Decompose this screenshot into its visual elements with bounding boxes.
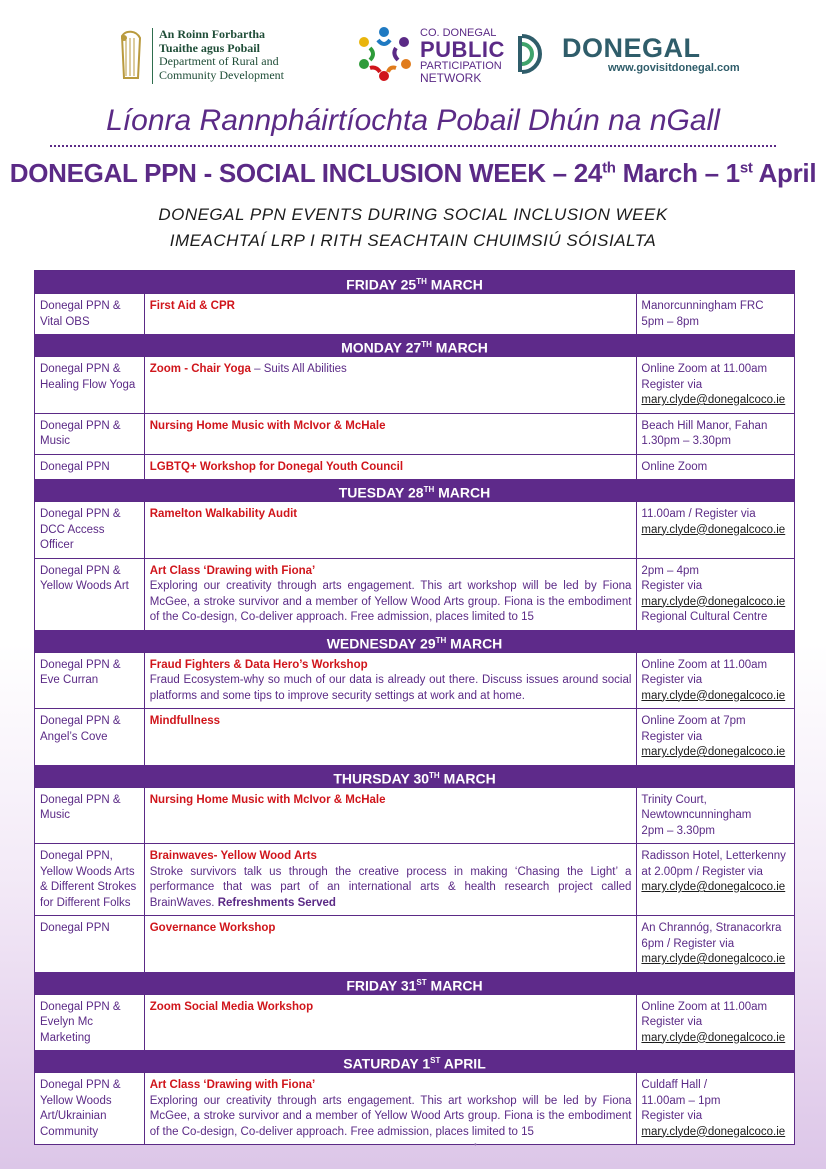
event-location-line-2: 6pm / Register via	[641, 937, 735, 950]
event-note: – Suits All Abilities	[250, 363, 347, 375]
dotted-divider	[50, 145, 776, 147]
day-label: WEDNESDAY 29	[326, 635, 436, 652]
event-row	[35, 356, 794, 413]
day-header	[35, 630, 794, 652]
event-row	[35, 787, 794, 844]
day-label: FRIDAY 25	[346, 276, 417, 293]
day-label-sup: ST	[430, 1056, 441, 1065]
day-label-sup: TH	[421, 340, 432, 349]
event-organiser: Donegal PPN & Angel’s Cove	[35, 709, 145, 765]
event-description-bold: Refreshments Served	[214, 896, 336, 909]
event-row	[35, 652, 794, 709]
donegal-url: www.govisitdonegal.com	[608, 62, 740, 74]
event-row	[35, 558, 794, 630]
event-title: Mindfullness	[149, 715, 221, 727]
event-location	[637, 1073, 794, 1144]
event-location-line-2: Register via	[641, 580, 703, 592]
event-row	[35, 501, 794, 558]
day-label-sup: TH	[435, 635, 447, 645]
donegal-name: DONEGAL	[562, 33, 701, 63]
register-email-link[interactable]: mary.clyde@donegalcoco.ie	[641, 746, 786, 758]
day-label: SATURDAY 1	[343, 1055, 431, 1072]
event-title: Governance Workshop	[149, 922, 276, 934]
day-label: FRIDAY 31	[346, 977, 417, 994]
event-location	[637, 709, 794, 765]
ppn-participation: PARTICIPATION	[420, 60, 502, 72]
main-title	[0, 158, 826, 189]
event-location-line-1: Beach Hill Manor, Fahan	[641, 419, 768, 432]
event-row	[35, 915, 794, 972]
event-location-line-1: Manorcunningham FRC	[641, 300, 764, 312]
donegal-logo	[518, 32, 740, 76]
event-row	[35, 843, 794, 915]
event-location-line-1: Online Zoom at 7pm	[641, 715, 746, 727]
event-row	[35, 708, 794, 765]
event-organiser: Donegal PPN & Yellow Woods Art	[35, 559, 145, 630]
event-details	[145, 709, 638, 765]
day-header	[35, 1050, 794, 1072]
dept-line-3: Department of Rural and	[159, 54, 279, 68]
event-details	[145, 455, 638, 480]
ppn-people-circle-icon	[352, 22, 416, 86]
event-organiser: Donegal PPN & Yellow Woods Art/Ukrainian Community	[35, 1073, 145, 1144]
day-label-month: MARCH	[431, 339, 488, 356]
day-label-month: MARCH	[426, 276, 483, 293]
event-location-line-2: Register via	[641, 1016, 703, 1028]
event-title-line	[150, 714, 632, 730]
event-location	[637, 844, 794, 915]
event-organiser: Donegal PPN, Yellow Woods Arts & Different Strokes for Different Folks	[35, 844, 145, 915]
event-description-text: Stroke survivors talk us through the creative process in making ‘Chasing the Light’ a performance that was part of an international arts & health research project called BrainWaves.	[149, 865, 632, 909]
register-email-link[interactable]: mary.clyde@donegalcoco.ie	[641, 595, 786, 608]
event-location-line-4: Regional Cultural Centre	[641, 611, 768, 623]
day-header	[35, 765, 794, 787]
event-title-line	[150, 362, 632, 378]
ppn-network: NETWORK	[420, 71, 482, 85]
event-title-line	[150, 564, 632, 580]
day-label-sup: TH	[416, 277, 427, 286]
harp-emblem-icon	[118, 28, 144, 84]
event-details	[145, 844, 638, 915]
register-email-link[interactable]: mary.clyde@donegalcoco.ie	[641, 689, 786, 702]
event-description-text: Exploring our creativity through arts engagement. This art workshop will be led by Fiona McGee, a stroke survivor and a member of Yellow Wood Arts group. Fiona is the embodiment of the Co-design, Co-deliver approach. Free admission, places limited to 15	[149, 580, 632, 623]
event-title: LGBTQ+ Workshop for Donegal Youth Council	[149, 460, 404, 473]
event-row	[35, 413, 794, 454]
event-title: Art Class ‘Drawing with Fiona’	[149, 1079, 316, 1091]
event-description-text: Fraud Ecosystem-why so much of our data is already out there. Discuss issues around social platforms and some tips to improve security settings at work and at home.	[149, 674, 632, 702]
event-location-line-2: Register via	[641, 730, 703, 743]
event-details	[145, 1073, 638, 1144]
event-organiser: Donegal PPN & Music	[35, 788, 145, 844]
dept-line-1: An Roinn Forbartha	[159, 27, 266, 41]
event-title: Zoom Social Media Workshop	[149, 1000, 314, 1013]
day-header	[35, 334, 794, 356]
event-location	[637, 916, 794, 972]
register-email-link[interactable]: mary.clyde@donegalcoco.ie	[641, 1125, 786, 1138]
event-organiser: Donegal PPN & Music	[35, 414, 145, 454]
event-title-line	[150, 921, 632, 937]
day-label-month: MARCH	[426, 977, 483, 994]
event-location-line-1: Online Zoom	[641, 460, 708, 473]
main-title-sup-b: st	[739, 159, 753, 177]
event-details	[145, 357, 638, 413]
event-location-line-1: Radisson Hotel, Letterkenny	[641, 850, 786, 862]
dept-line-4: Community Development	[159, 67, 284, 82]
event-location-line-2: 5pm – 8pm	[641, 315, 699, 328]
donegal-words	[562, 34, 740, 74]
main-title-sup-a: th	[602, 159, 616, 177]
event-location-line-1: Online Zoom at 11.00am	[641, 1000, 768, 1013]
event-title: Brainwaves- Yellow Wood Arts	[149, 850, 317, 862]
event-title: Art Class ‘Drawing with Fiona’	[149, 564, 316, 577]
register-email-link[interactable]: mary.clyde@donegalcoco.ie	[641, 394, 786, 406]
event-title-line	[150, 658, 632, 674]
subtitle-irish: IMEACHTAÍ LRP I RITH SEACHTAIN CHUIMSIÚ SÓISIALTA	[169, 231, 657, 250]
event-title-line	[150, 507, 632, 523]
event-location-line-1: An Chrannóg, Stranacorkra	[641, 922, 782, 934]
event-row	[35, 1072, 794, 1144]
event-title: Nursing Home Music with McIvor & McHale	[149, 793, 386, 806]
event-details	[145, 414, 638, 454]
dept-text	[159, 28, 284, 82]
day-header	[35, 479, 794, 501]
day-label: THURSDAY 30	[333, 770, 430, 787]
day-label: TUESDAY 28	[338, 484, 424, 501]
day-label: MONDAY 27	[341, 339, 422, 356]
day-label-month: MARCH	[434, 484, 491, 501]
event-organiser: Donegal PPN	[35, 455, 145, 480]
event-title-line	[150, 460, 632, 476]
register-email-link[interactable]: mary.clyde@donegalcoco.ie	[641, 881, 786, 893]
event-organiser: Donegal PPN	[35, 916, 145, 972]
event-location-line-2: at 2.00pm / Register via	[641, 865, 763, 878]
ppn-text	[420, 22, 505, 84]
day-header	[35, 271, 794, 293]
event-location	[637, 559, 794, 630]
event-description	[150, 865, 632, 912]
event-details	[145, 559, 638, 630]
event-details	[145, 653, 638, 709]
day-label-sup: TH	[429, 770, 440, 780]
event-location	[637, 294, 794, 334]
event-details	[145, 916, 638, 972]
event-description-text: Exploring our creativity through arts engagement. This art workshop will be led by Fiona McGee, a stroke survivor and a member of Yellow Wood Arts group. Fiona is the embodiment of the Co-design, Co-deliver approach. Free admission, places limited to 15	[149, 1094, 632, 1138]
department-logo	[118, 28, 284, 84]
event-title-line	[150, 1078, 632, 1094]
event-description	[150, 1094, 632, 1141]
event-details	[145, 995, 638, 1051]
day-header	[35, 972, 794, 994]
event-title-line	[150, 299, 632, 315]
event-location-line-2: Register via	[641, 674, 703, 686]
event-location-line-1: Online Zoom at 11.00am	[641, 658, 768, 671]
event-title: First Aid & CPR	[149, 300, 235, 312]
day-label-sup: TH	[423, 485, 435, 494]
event-row	[35, 293, 794, 334]
main-title-part-b: March – 1	[615, 158, 740, 188]
event-row	[35, 994, 794, 1051]
subtitle-english: DONEGAL PPN EVENTS DURING SOCIAL INCLUSION WEEK	[158, 205, 668, 224]
event-location	[637, 357, 794, 413]
register-email-link[interactable]: mary.clyde@donegalcoco.ie	[641, 523, 786, 536]
event-organiser: Donegal PPN & Vital OBS	[35, 294, 145, 334]
ppn-public: PUBLIC	[420, 37, 505, 62]
event-title: Zoom - Chair Yoga	[149, 363, 251, 375]
event-location-line-1: Trinity Court,	[641, 793, 707, 806]
register-email-link[interactable]: mary.clyde@donegalcoco.ie	[641, 1031, 786, 1044]
event-details	[145, 788, 638, 844]
footer-mark: •	[474, 1140, 477, 1149]
event-title-line	[150, 849, 632, 865]
event-location-line-1: 11.00am / Register via	[641, 508, 756, 520]
event-title-line	[150, 419, 632, 435]
dept-line-2: Tuaithe agus Pobail	[159, 40, 260, 55]
day-label-month: MARCH	[439, 770, 496, 787]
event-location	[637, 455, 794, 480]
event-title-line	[150, 1000, 632, 1016]
event-row	[35, 454, 794, 480]
event-organiser: Donegal PPN & Healing Flow Yoga	[35, 357, 145, 413]
event-title: Nursing Home Music with McIvor & McHale	[149, 419, 386, 432]
event-location-line-2: 1.30pm – 3.30pm	[641, 435, 731, 447]
event-description	[150, 673, 632, 704]
event-location-line-2: 11.00am – 1pm	[641, 1094, 721, 1107]
day-label-sup: ST	[416, 977, 427, 987]
register-email-link[interactable]: mary.clyde@donegalcoco.ie	[641, 953, 786, 965]
event-location-line-1: Online Zoom at 11.00am	[641, 363, 768, 375]
event-description	[150, 579, 632, 626]
event-location-line-1: 2pm – 4pm	[641, 564, 699, 577]
event-location-line-2: Newtowncunningham	[641, 809, 752, 821]
event-organiser: Donegal PPN & Evelyn Mc Marketing	[35, 995, 145, 1051]
main-title-part-a: DONEGAL PPN - SOCIAL INCLUSION WEEK – 24	[9, 158, 603, 188]
event-location	[637, 788, 794, 844]
irish-title: Líonra Rannpháirtíochta Pobail Dhún na nGall	[106, 104, 720, 137]
event-organiser: Donegal PPN & Eve Curran	[35, 653, 145, 709]
event-location-line-1: Culdaff Hall /	[641, 1079, 708, 1091]
event-location	[637, 995, 794, 1051]
event-details	[145, 502, 638, 558]
event-location	[637, 502, 794, 558]
logo-bar	[0, 22, 826, 92]
event-location	[637, 653, 794, 709]
day-label-month: APRIL	[440, 1055, 486, 1072]
main-title-part-c: April	[752, 158, 817, 188]
event-details	[145, 294, 638, 334]
ppn-logo	[352, 22, 505, 86]
event-location-line-3: Register via	[641, 1110, 703, 1122]
dept-divider	[152, 28, 153, 84]
event-location-line-2: Register via	[641, 378, 703, 391]
event-organiser: Donegal PPN & DCC Access Officer	[35, 502, 145, 558]
donegal-wave-icon	[518, 32, 556, 76]
day-label-month: MARCH	[446, 635, 503, 652]
event-title-line	[150, 793, 632, 809]
event-location-line-3: 2pm – 3.30pm	[641, 824, 715, 837]
event-title: Fraud Fighters & Data Hero’s Workshop	[149, 658, 368, 671]
ppn-co: CO. DONEGAL	[420, 27, 497, 39]
event-title: Ramelton Walkability Audit	[149, 508, 298, 520]
events-table	[34, 270, 795, 1145]
event-location	[637, 414, 794, 454]
